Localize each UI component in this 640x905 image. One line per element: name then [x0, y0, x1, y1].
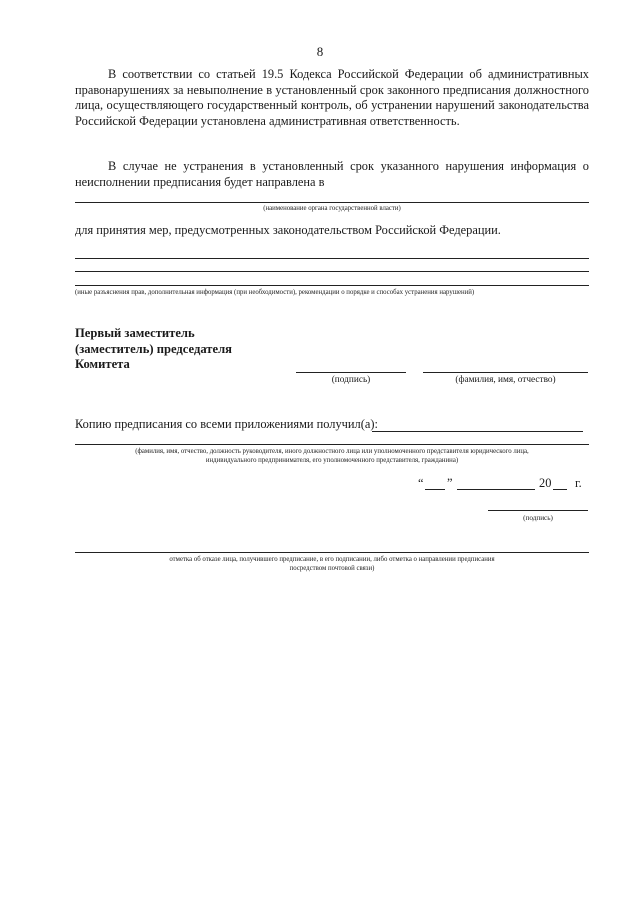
signature-line: [296, 372, 406, 373]
signatory-line-1: Первый заместитель: [75, 326, 195, 340]
date-close-quote: ”: [447, 476, 453, 490]
date-year-prefix: 20: [539, 476, 552, 490]
explanation-line-3: [75, 285, 589, 286]
fio-line: [423, 372, 588, 373]
copy-received-line: [372, 431, 583, 432]
date-year-suffix: г.: [575, 476, 582, 490]
date-open-quote: “: [418, 476, 424, 490]
signature-line-2: [488, 510, 588, 511]
authority-line: [75, 202, 589, 203]
measures-text: для принятия мер, предусмотренных законодательством Российской Федерации.: [75, 223, 501, 237]
recipient-line: [75, 444, 589, 445]
signature-caption-2: (подпись): [523, 514, 553, 522]
page-number: 8: [316, 44, 324, 59]
explanation-line-1: [75, 258, 589, 259]
signature-caption: (подпись): [331, 375, 371, 385]
recipient-caption-1: (фамилия, имя, отчество, должность руководителя, иного должностного лица или уполномоченного представителя юридического лица,: [135, 448, 529, 455]
authority-caption: (наименование органа государственной власти): [263, 205, 401, 212]
date-month-line: [457, 489, 535, 490]
recipient-caption-2: индивидуального предпринимателя, его уполномоченного представителя, гражданина): [205, 457, 459, 464]
date-year-line: [553, 489, 567, 490]
fio-caption: (фамилия, имя, отчество): [455, 375, 556, 385]
non-compliance-paragraph: В случае не устранения в установленный срок указанного нарушения информация о неисполнении предписания будет направлена в: [75, 159, 589, 189]
date-day-line: [425, 489, 445, 490]
refusal-caption-2: посредством почтовой связи): [289, 565, 375, 572]
explanations-caption: (иные разъяснения прав, дополнительная информация (при необходимости), рекомендации о порядке и способах устранения нарушений): [75, 289, 475, 296]
refusal-caption-1: отметка об отказе лица, получившего предписание, в его подписании, либо отметка о направлении предписания: [169, 556, 495, 563]
refusal-line: [75, 552, 589, 553]
copy-received-text: Копию предписания со всеми приложениями получил(а):: [75, 417, 378, 431]
signatory-line-2: (заместитель) председателя: [75, 342, 232, 356]
explanation-line-2: [75, 271, 589, 272]
signatory-line-3: Комитета: [75, 357, 130, 371]
liability-paragraph: В соответствии со статьей 19.5 Кодекса Российской Федерации об административных правонарушениях за невыполнение в установленный срок законного предписания должностного лица, осуществляющего государственный контроль, об устранении нарушений законодательства Российской Федерации установлена административная ответственность.: [75, 67, 589, 128]
